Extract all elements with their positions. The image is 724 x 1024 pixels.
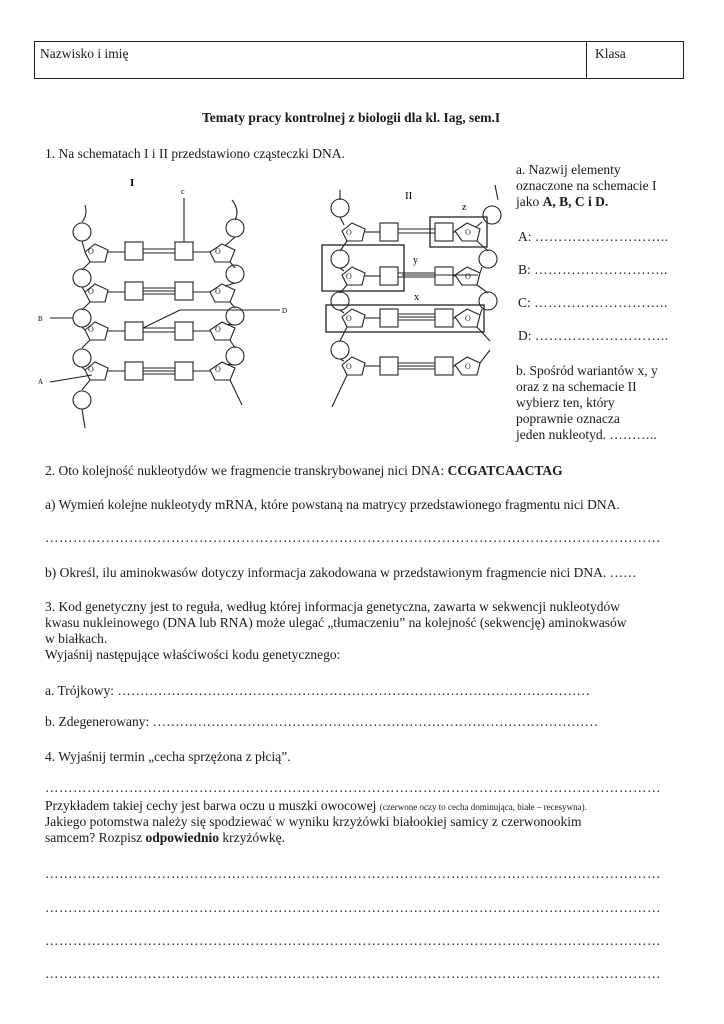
label-x: x: [414, 292, 419, 303]
svg-text:O: O: [346, 228, 352, 237]
q3b-answer[interactable]: b. Zdegenerowany: ………………………………………………………………………………………: [45, 714, 599, 729]
q4-answer-line-1[interactable]: ……………………………………………………………………………………………………………………: [45, 780, 661, 795]
svg-text:O: O: [88, 247, 94, 256]
name-label: Nazwisko i imię: [40, 46, 129, 61]
q3-line2: kwasu nukleinowego (DNA lub RNA) może ulegać „tłumaczeniu” na kolejność (sekwencję) aminokwasów: [45, 615, 627, 630]
q1a-line3: jako A, B, C i D.: [516, 194, 609, 209]
q1b-line4: poprawnie oznacza: [516, 411, 620, 426]
svg-text:O: O: [465, 228, 471, 237]
label-y: y: [413, 255, 418, 266]
label-d: D: [282, 307, 288, 315]
q3a-answer[interactable]: a. Trójkowy: ……………………………………………………………………………………………: [45, 683, 590, 698]
q2a-answer-line[interactable]: ……………………………………………………………………………………………………………………: [45, 530, 661, 545]
q1b-line5[interactable]: jeden nukleotyd. ………..: [516, 427, 657, 442]
q4-text: 4. Wyjaśnij termin „cecha sprzężona z płcią”.: [45, 749, 291, 764]
q2b-text[interactable]: b) Określ, ilu aminokwasów dotyczy informacja zakodowana w przedstawionym fragmencie nici DNA. ……: [45, 565, 637, 580]
scheme1-label: I: [130, 177, 135, 189]
q1b-line2: oraz z na schemacie II: [516, 379, 637, 394]
answer-d[interactable]: D: ………………………..: [518, 328, 669, 343]
label-a: A: [38, 378, 44, 386]
svg-text:O: O: [465, 362, 471, 371]
svg-text:O: O: [88, 287, 94, 296]
scheme2-label: II: [405, 190, 413, 202]
svg-text:O: O: [465, 272, 471, 281]
dna-sequence: CCGATCAACTAG: [447, 463, 563, 478]
q3-line4: Wyjaśnij następujące właściwości kodu genetycznego:: [45, 647, 341, 662]
svg-text:O: O: [215, 325, 221, 334]
answer-c[interactable]: C: ………………………..: [518, 295, 668, 310]
q3-line1: 3. Kod genetyczny jest to reguła, według której informacja genetyczna, zawarta w sekwencji nukleotydów: [45, 599, 621, 614]
q4-line3: samcem? Rozpisz odpowiednio krzyżówkę.: [45, 830, 285, 845]
svg-text:O: O: [465, 314, 471, 323]
svg-text:O: O: [346, 314, 352, 323]
class-label: Klasa: [595, 46, 626, 61]
q4-line2: Jakiego potomstwa należy się spodziewać w wyniku krzyżówki białookiej samicy z czerwonookim: [45, 814, 582, 829]
q3-line3: w białkach.: [45, 631, 108, 646]
svg-text:O: O: [215, 287, 221, 296]
dna-diagram-1: [30, 170, 300, 435]
q2a-text: a) Wymień kolejne nukleotydy mRNA, które powstaną na matrycy przedstawionego fragmentu nici DNA.: [45, 497, 620, 512]
q2-text: 2. Oto kolejność nukleotydów we fragmencie transkrybowanej nici DNA: CCGATCAACTAG: [45, 463, 563, 478]
q4-answer-line-4[interactable]: ……………………………………………………………………………………………………………………: [45, 933, 661, 948]
q1-text: 1. Na schematach I i II przedstawiono cząsteczki DNA.: [45, 146, 345, 161]
svg-text:O: O: [88, 365, 94, 374]
answer-b[interactable]: B: ………………………..: [518, 262, 668, 277]
q1b-line3: wybierz ten, który: [516, 395, 615, 410]
q1a-line2: oznaczone na schemacie I: [516, 178, 657, 193]
q1a-line1: a. Nazwij elementy: [516, 162, 621, 177]
answer-a[interactable]: A: ………………………..: [518, 229, 669, 244]
header-divider: [586, 41, 587, 78]
label-b: B: [38, 315, 43, 323]
svg-text:O: O: [346, 272, 352, 281]
svg-text:O: O: [346, 362, 352, 371]
q4-answer-line-5[interactable]: ……………………………………………………………………………………………………………………: [45, 966, 661, 981]
label-z: z: [462, 202, 467, 213]
label-c: c: [181, 187, 185, 196]
svg-text:O: O: [88, 325, 94, 334]
page-title: Tematy pracy kontrolnej z biologii dla kl. Iag, sem.I: [202, 110, 501, 125]
q4-answer-line-3[interactable]: ……………………………………………………………………………………………………………………: [45, 900, 661, 915]
q4-example: Przykładem takiej cechy jest barwa oczu u muszki owocowej (czerwone oczy to cecha dominująca, białe – recesywna).: [45, 798, 587, 813]
q1b-line1: b. Spośród wariantów x, y: [516, 363, 658, 378]
dna-diagram-2: [310, 175, 510, 415]
svg-text:O: O: [215, 247, 221, 256]
svg-text:O: O: [215, 365, 221, 374]
q4-answer-line-2[interactable]: ……………………………………………………………………………………………………………………: [45, 866, 661, 881]
